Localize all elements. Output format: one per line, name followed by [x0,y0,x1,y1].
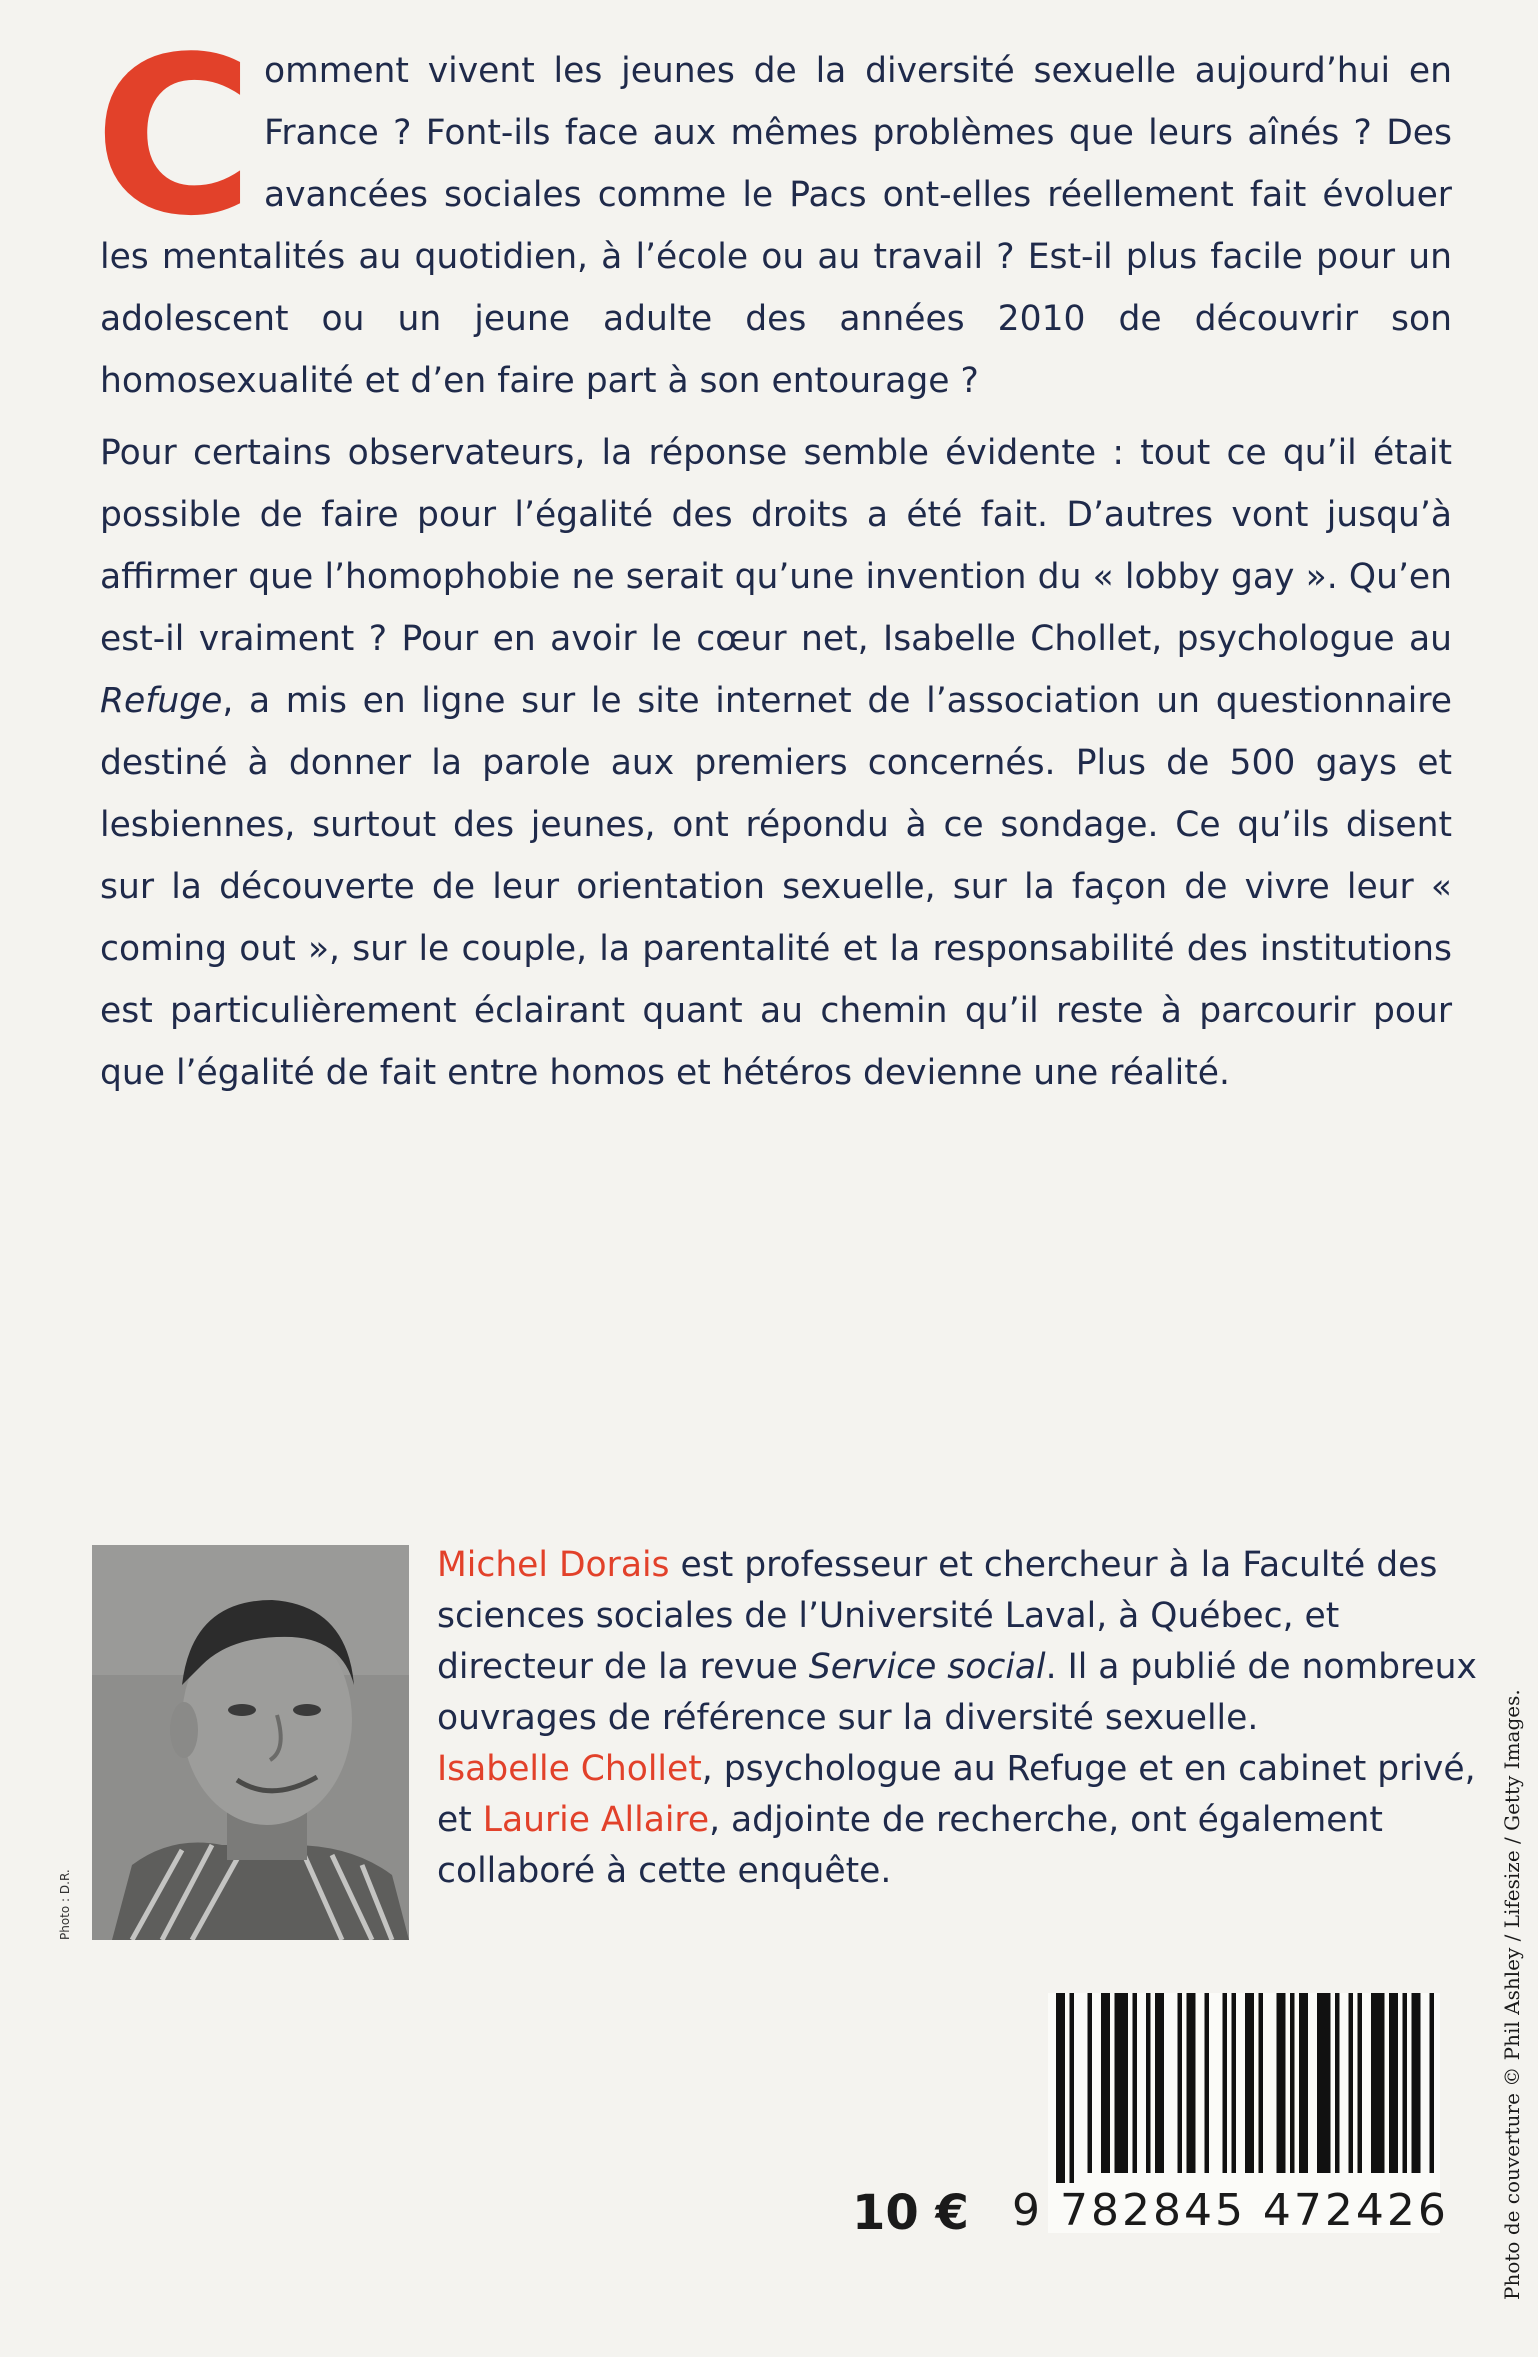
barcode-bar [1277,1993,1286,2173]
barcode-bar [1259,1993,1264,2173]
isbn-number: 9 782845 472426 [1012,2185,1449,2236]
cover-photo-credit-text: Photo de couverture © Phil Ashley / Lifesize / Getty Images. [1500,1689,1524,2300]
author-bio-text-b: . Il a publié de nombreux ouvrages de référence sur la diversité sexuelle. [437,1647,1477,1738]
barcode-bar [1115,1993,1129,2173]
barcode-bar [1205,1993,1210,2173]
blurb-paragraph-1-text: omment vivent les jeunes de la diversité sexuelle aujourd’hui en France ? Font-ils face aux mêmes problèmes que leurs aînés ? Des avancées sociales comme le Pacs ont-elles réellement fait évoluer les mentalités au quotidien, à l’école ou au travail ? Est-il plus facile pour un adolescent ou un jeune adulte des années 2010 de découvrir son homosexualité et d’en faire part à son entourage ? [100,51,1452,401]
barcode-bar [1317,1993,1331,2173]
barcode-bar [1133,1993,1138,2173]
collaborator-2-name: Laurie Allaire [482,1800,710,1840]
author-bio-paragraph [437,1540,1477,1744]
barcode-bar [1371,1993,1385,2173]
blurb-paragraph-1 [94,11,1452,412]
barcode-bar [1178,1993,1183,2173]
cover-photo-credit [1492,1560,1532,2300]
collaborators-paragraph [437,1744,1477,1897]
barcode-bar [1290,1993,1295,2173]
barcode-bar [1358,1993,1363,2173]
collaborator-1-text: , psychologue au Refuge et en cabinet privé, et [437,1749,1476,1840]
barcode-bar [1223,1993,1228,2173]
barcode-bar [1070,1993,1075,2183]
barcode-bar [1187,1993,1196,2173]
blurb-paragraph-2 [100,422,1452,1104]
barcode-bar [1056,1993,1065,2183]
collaborator-1-name: Isabelle Chollet [437,1749,702,1789]
photo-credit: Photo : D.R. [58,1869,72,1940]
author-photo [92,1545,409,1940]
blurb-paragraph-2-text-a: Pour certains observateurs, la réponse semble évidente : tout ce qu’il était possible de faire pour l’égalité des droits a été fait. D’autres vont jusqu’à affirmer que l’homophobie ne serait qu’une invention du « lobby gay ». Qu’en est-il vraiment ? Pour en avoir le cœur net, Isabelle Chollet, psychologue au [100,433,1452,659]
journal-title: Service social [808,1647,1046,1687]
refuge-italic: Refuge [100,681,223,721]
barcode-bar [1403,1993,1408,2173]
author-bio-text-a: est professeur et chercheur à la Faculté des sciences sociales de l’Université Laval, à Québec, et directeur de la revue [437,1545,1438,1687]
barcode-bar [1389,1993,1398,2173]
author-bio [437,1540,1477,1897]
barcode-bar [1101,1993,1110,2173]
author-name: Michel Dorais [437,1545,670,1585]
barcode-bar [1349,1993,1354,2173]
price: 10 € [852,2185,969,2241]
barcode-bar [1245,1993,1254,2173]
barcode-bar [1412,1993,1421,2173]
barcode-bar [1146,1993,1151,2173]
barcode-bar [1335,1993,1340,2173]
back-cover-blurb [94,11,1452,1114]
collaborator-2-text: , adjointe de recherche, ont également collaboré à cette enquête. [437,1800,1383,1891]
barcode-bar [1299,1993,1308,2173]
barcode-bar [1232,1993,1237,2173]
barcode-bars [1048,1993,1440,2183]
barcode-bar [1088,1993,1093,2173]
barcode-bar [1430,1993,1435,2173]
drop-cap: C [94,11,254,264]
blurb-paragraph-2-text-b: , a mis en ligne sur le site internet de l’association un questionnaire destiné à donner la parole aux premiers concernés. Plus de 500 gays et lesbiennes, surtout des jeunes, ont répondu à ce sondage. Ce qu’ils disent sur la découverte de leur orientation sexuelle, sur la façon de vivre leur « coming out », sur le couple, la parentalité et la responsabilité des institutions est particulièrement éclairant quant au chemin qu’il reste à parcourir pour que l’égalité de fait entre homos et hétéros devienne une réalité. [100,681,1452,1093]
barcode-bar [1155,1993,1164,2173]
